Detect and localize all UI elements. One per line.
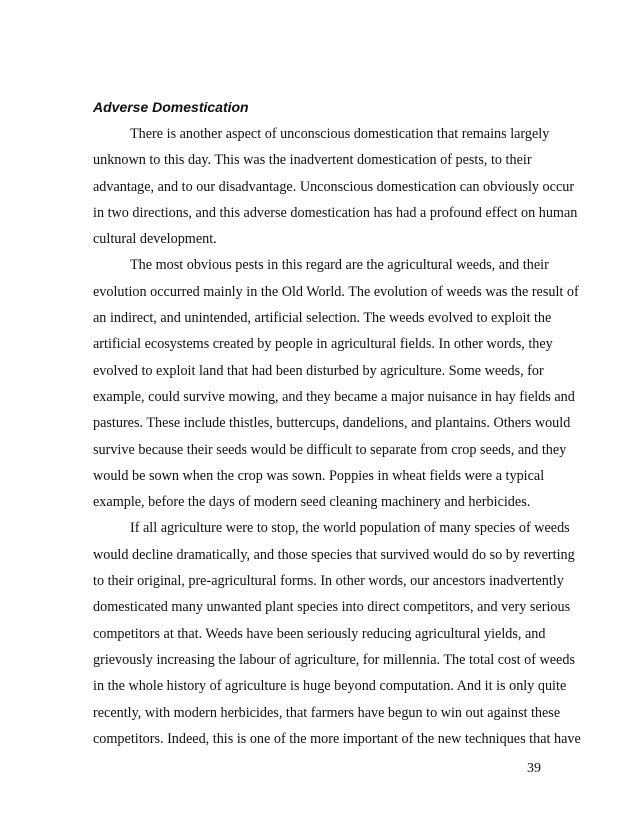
- text-line: in two directions, and this adverse domestication has had a profound effect on human: [93, 204, 578, 221]
- text-line: The most obvious pests in this regard are the agricultural weeds, and their: [130, 257, 549, 274]
- page-number: 39: [527, 761, 541, 776]
- text-line: to their original, pre-agricultural forms. In other words, our ancestors inadvertently: [93, 573, 564, 590]
- text-line: domesticated many unwanted plant species into direct competitors, and very serious: [93, 599, 571, 616]
- text-line: artificial ecosystems created by people in agricultural fields. In other words, they: [93, 336, 553, 353]
- text-line: There is another aspect of unconscious domestication that remains largely: [130, 126, 550, 142]
- text-line: would decline dramatically, and those species that survived would do so by reverting: [93, 546, 575, 563]
- text-line: competitors at that. Weeds have been seriously reducing agricultural yields, and: [93, 625, 546, 642]
- text-line: example, before the days of modern seed cleaning machinery and herbicides.: [93, 494, 531, 511]
- text-line: competitors. Indeed, this is one of the more important of the new techniques that have: [93, 730, 581, 747]
- text-line: example, could survive mowing, and they became a major nuisance in hay fields and: [93, 388, 575, 405]
- text-line: cultural development.: [93, 231, 217, 248]
- text-line: would be sown when the crop was sown. Poppies in wheat fields were a typical: [93, 467, 545, 484]
- text-line: recently, with modern herbicides, that farmers have begun to win out against these: [93, 704, 561, 721]
- text-line: survive because their seeds would be difficult to separate from crop seeds, and they: [93, 441, 567, 458]
- section-heading: Adverse Domestication: [93, 99, 249, 115]
- text-line: evolved to exploit land that had been disturbed by agriculture. Some weeds, for: [93, 362, 544, 379]
- text-line: If all agriculture were to stop, the world population of many species of weeds: [130, 520, 570, 537]
- text-line: in the whole history of agriculture is huge beyond computation. And it is only quite: [93, 678, 567, 695]
- body-text: [93, 121, 613, 752]
- text-line: grievously increasing the labour of agriculture, for millennia. The total cost of weeds: [93, 651, 575, 668]
- text-line: pastures. These include thistles, buttercups, dandelions, and plantains. Others would: [93, 415, 571, 432]
- text-line: an indirect, and unintended, artificial selection. The weeds evolved to exploit the: [93, 310, 552, 327]
- text-line: unknown to this day. This was the inadvertent domestication of pests, to their: [93, 152, 532, 169]
- text-line: evolution occurred mainly in the Old World. The evolution of weeds was the result of: [93, 283, 579, 300]
- text-line: advantage, and to our disadvantage. Unconscious domestication can obviously occur: [93, 178, 575, 195]
